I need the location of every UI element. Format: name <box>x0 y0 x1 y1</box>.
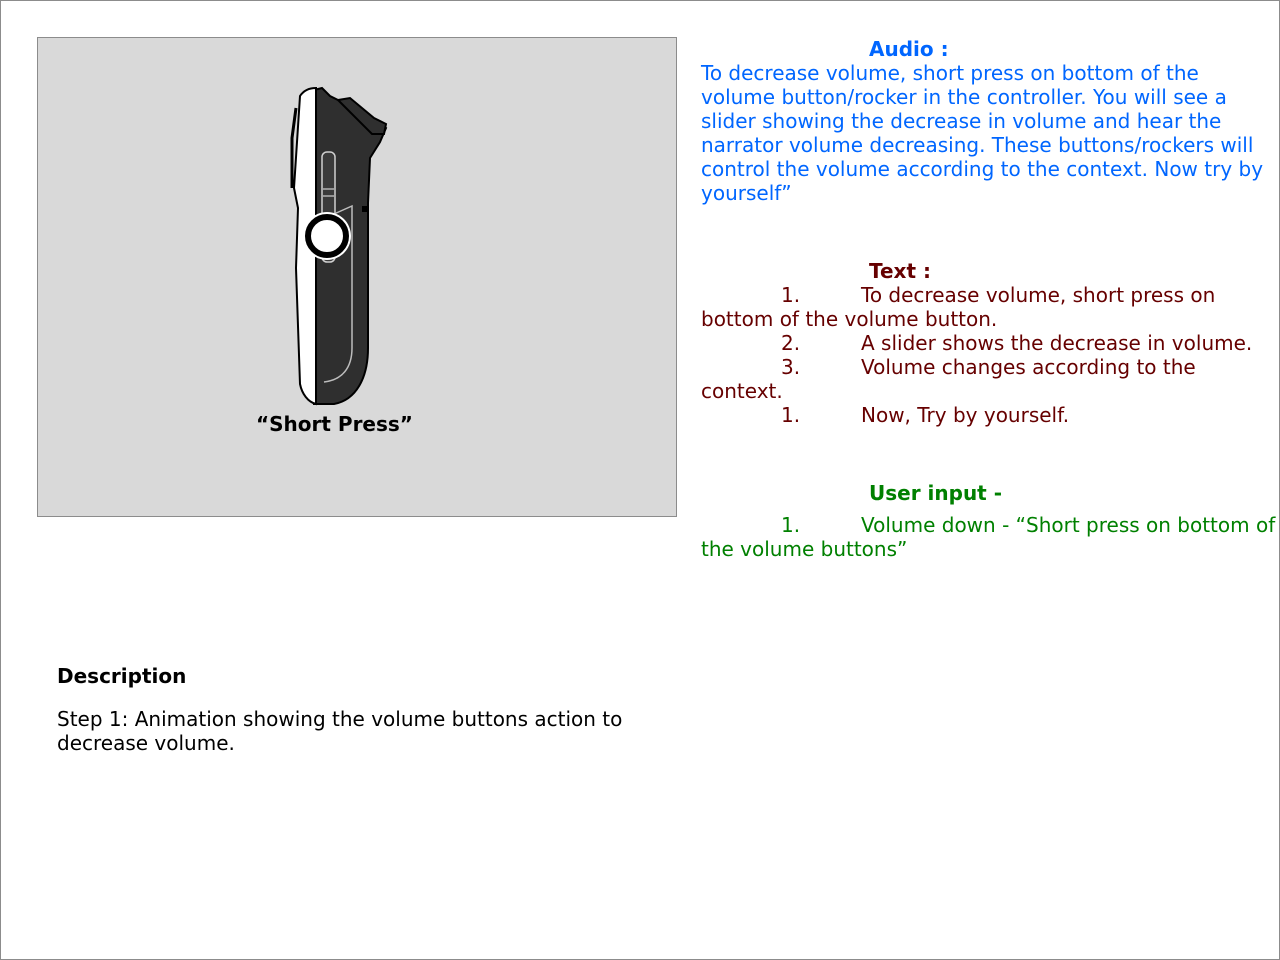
user-input-list <box>701 513 1276 561</box>
list-item-number: 2. <box>781 331 801 355</box>
list-item-number: 1. <box>781 283 801 307</box>
audio-body: To decrease volume, short press on bottom of the volume button/rocker in the controller. You will see a slider showing the decrease in volume and hear the narrator volume decreasing. These buttons/rockers will control the volume according to the context. Now try by yourself” <box>701 61 1264 205</box>
list-item-text: Volume down - “Short press on bottom of the volume buttons” <box>701 513 1276 561</box>
list-item-text: To decrease volume, short press on bottom of the volume button. <box>701 283 1216 331</box>
notes-column <box>701 37 1276 561</box>
short-press-caption: “Short Press” <box>256 412 413 436</box>
list-item-text: Now, Try by yourself. <box>861 403 1070 427</box>
circle-marker-icon <box>303 212 351 260</box>
list-item <box>701 513 1276 561</box>
list-item <box>701 403 1276 427</box>
list-item <box>701 283 1276 331</box>
description-title: Description <box>57 664 187 688</box>
list-item-number: 1. <box>781 513 801 537</box>
text-section <box>701 259 1276 427</box>
text-list <box>701 283 1276 427</box>
description-body: Step 1: Animation showing the volume buttons action to decrease volume. <box>57 707 623 755</box>
audio-heading: Audio : <box>869 37 949 61</box>
user-input-heading: User input - <box>869 481 1003 505</box>
list-item-text: Volume changes according to the context. <box>701 355 1196 403</box>
controller-illustration <box>38 38 676 516</box>
description-section <box>57 664 657 755</box>
audio-section <box>701 37 1276 205</box>
list-item <box>701 331 1276 355</box>
user-input-section <box>701 481 1276 561</box>
controller-image-panel <box>37 37 677 517</box>
text-heading: Text : <box>869 259 931 283</box>
list-item-text: A slider shows the decrease in volume. <box>861 331 1253 355</box>
list-item <box>701 355 1276 403</box>
list-item-number: 3. <box>781 355 801 379</box>
list-item-number: 1. <box>781 403 801 427</box>
